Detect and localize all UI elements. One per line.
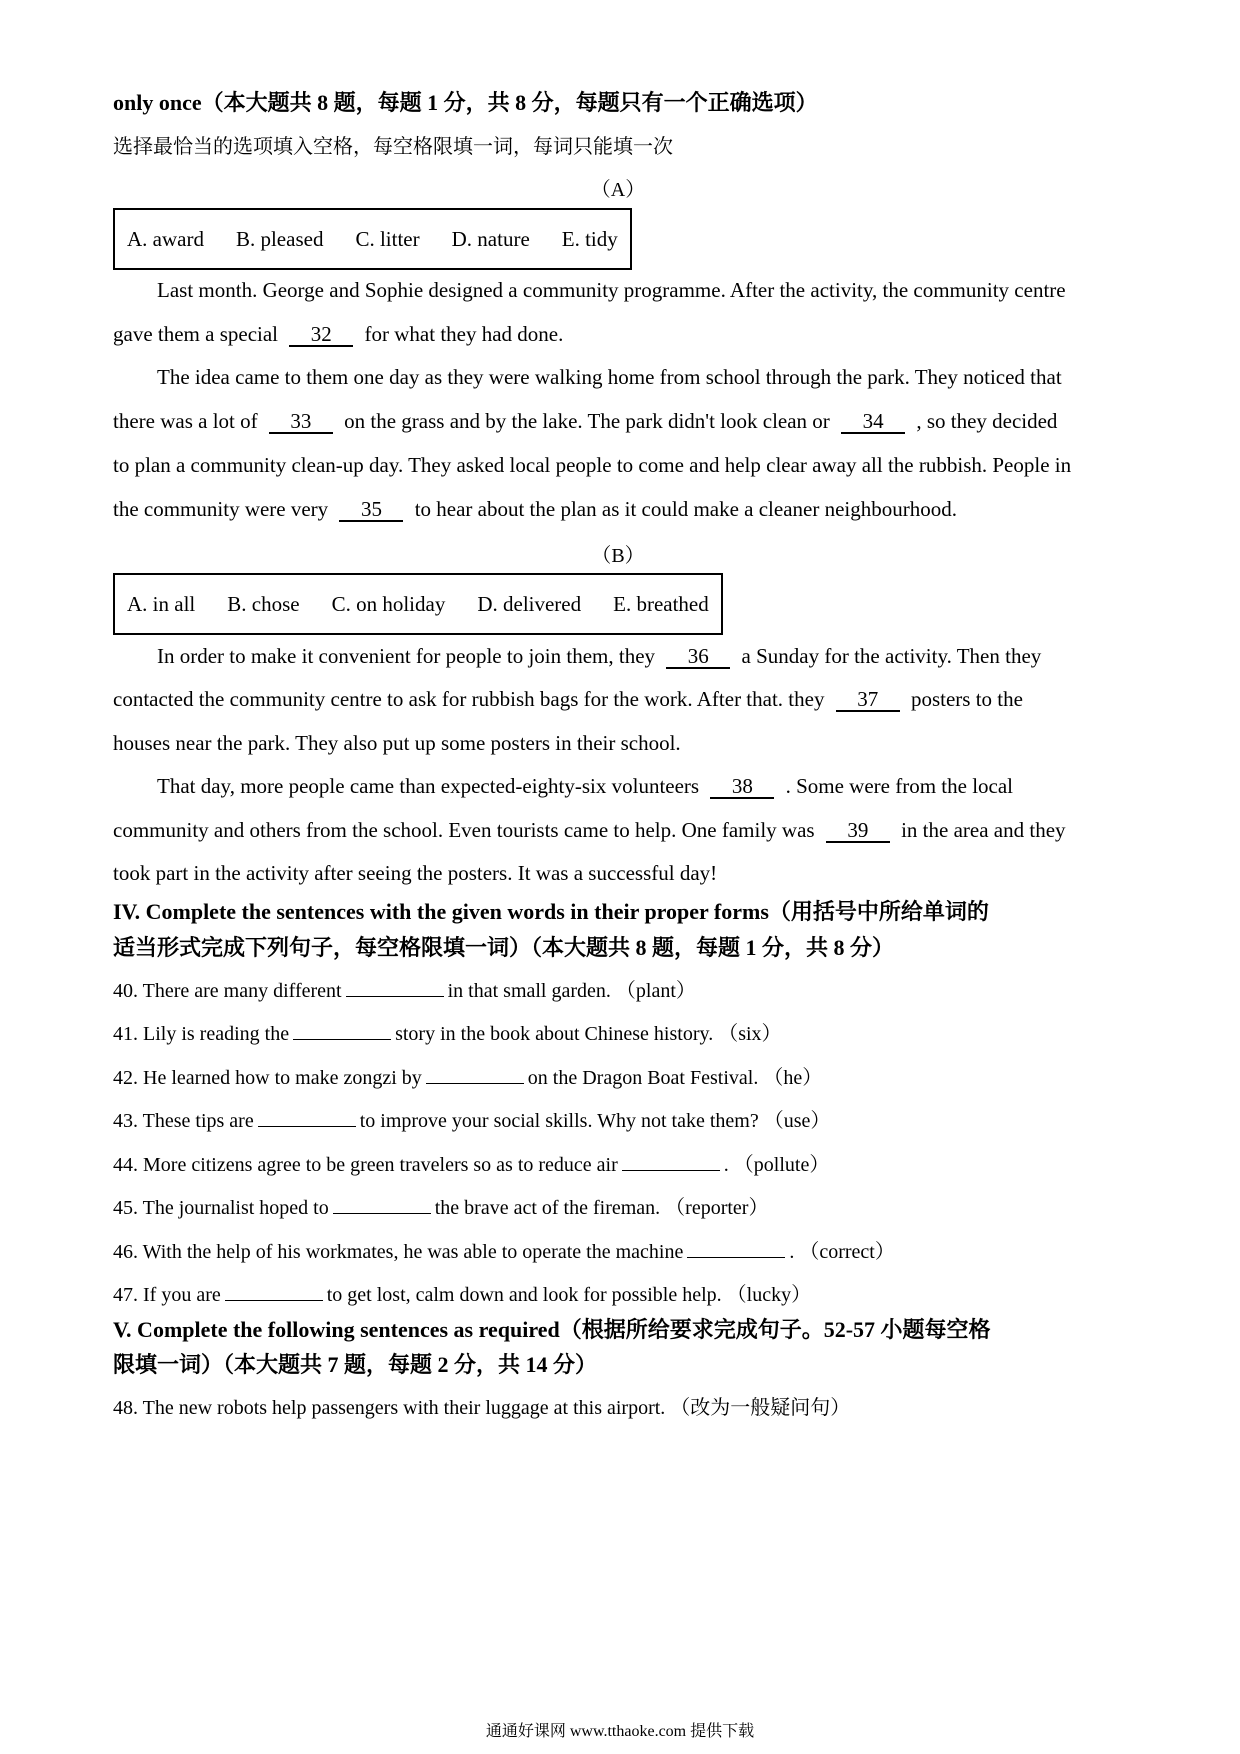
text-line: gave them a special 32 for what they had done.: [113, 322, 564, 346]
blank-33[interactable]: 33: [269, 410, 333, 434]
question-43: 43. These tips are to improve your social skills. Why not take them? （use）: [113, 1110, 831, 1132]
section-5-heading-line2: 限填一词）（本大题共 7 题，每题 2 分，共 14 分）: [113, 1352, 598, 1377]
option: A. in all: [127, 591, 196, 616]
blank-32[interactable]: 32: [289, 323, 353, 347]
text-line: there was a lot of 33 on the grass and by the lake. The park didn't look clean or 34 , so they decided: [113, 409, 1058, 433]
blank-38[interactable]: 38: [710, 775, 774, 799]
question-48: 48. The new robots help passengers with their luggage at this airport. （改为一般疑问句）: [113, 1397, 851, 1419]
question-44: 44. More citizens agree to be green travelers so as to reduce air . （pollute）: [113, 1154, 830, 1176]
blank-39[interactable]: 39: [826, 819, 890, 843]
text-line: houses near the park. They also put up some posters in their school.: [113, 731, 681, 755]
answer-blank-42[interactable]: [426, 1065, 524, 1084]
text-line: community and others from the school. Even tourists came to help. One family was 39 in the area and they: [113, 818, 1066, 842]
question-40: 40. There are many different in that small garden. （plant）: [113, 980, 696, 1002]
blank-37[interactable]: 37: [836, 688, 900, 712]
option: C. on holiday: [331, 591, 446, 616]
answer-blank-40[interactable]: [346, 978, 444, 997]
word-box-b: [113, 573, 723, 635]
option: E. breathed: [613, 591, 709, 616]
text-line: The idea came to them one day as they were walking home from school through the park. They noticed that: [157, 365, 1062, 389]
text-line: to plan a community clean-up day. They asked local people to come and help clear away all the rubbish. People in: [113, 453, 1072, 477]
question-47: 47. If you are to get lost, calm down and look for possible help. （lucky）: [113, 1284, 812, 1306]
section-4-heading-line1: IV. Complete the sentences with the given words in their proper forms（用括号中所给单词的: [113, 899, 989, 924]
blank-34[interactable]: 34: [841, 410, 905, 434]
text-line: took part in the activity after seeing the posters. It was a successful day!: [113, 861, 718, 885]
instruction-text: 选择最恰当的选项填入空格，每空格限填一词，每词只能填一次: [113, 136, 673, 158]
answer-blank-43[interactable]: [258, 1108, 356, 1127]
option: D. delivered: [477, 591, 582, 616]
text-line: In order to make it convenient for people to join them, they 36 a Sunday for the activity. Then they: [157, 644, 1042, 668]
question-42: 42. He learned how to make zongzi by on the Dragon Boat Festival. （he）: [113, 1067, 823, 1089]
question-46: 46. With the help of his workmates, he was able to operate the machine . （correct）: [113, 1241, 895, 1263]
blank-36[interactable]: 36: [666, 645, 730, 669]
part-b-label: （B）: [591, 545, 645, 567]
question-41: 41. Lily is reading the story in the book about Chinese history. （six）: [113, 1023, 782, 1045]
section-5-heading-line1: V. Complete the following sentences as required（根据所给要求完成句子。52-57 小题每空格: [113, 1317, 991, 1342]
option: E. tidy: [561, 226, 618, 251]
section-heading: [113, 84, 818, 122]
blank-35[interactable]: 35: [339, 498, 403, 522]
option: A. award: [127, 226, 204, 251]
heading-english: only once: [113, 90, 202, 115]
answer-blank-46[interactable]: [687, 1239, 785, 1258]
answer-blank-45[interactable]: [333, 1195, 431, 1214]
answer-blank-47[interactable]: [225, 1282, 323, 1301]
option: D. nature: [451, 226, 530, 251]
word-box-a: [113, 208, 632, 270]
option: B. pleased: [235, 226, 324, 251]
part-a-label: （A）: [590, 179, 646, 201]
option: B. chose: [227, 591, 300, 616]
footer-text: 通通好课网 www.tthaoke.com 提供下载: [485, 1723, 755, 1740]
answer-blank-44[interactable]: [622, 1152, 720, 1171]
section-4-heading-line2: 适当形式完成下列句子，每空格限填一词）（本大题共 8 题，每题 1 分，共 8 分）: [113, 935, 895, 960]
text-line: Last month. George and Sophie designed a community programme. After the activity, the community centre: [157, 278, 1066, 302]
option: C. litter: [355, 226, 420, 251]
question-45: 45. The journalist hoped to the brave act of the fireman. （reporter）: [113, 1197, 769, 1219]
text-line: contacted the community centre to ask for rubbish bags for the work. After that. they 37 posters to the: [113, 687, 1023, 711]
text-line: That day, more people came than expected-eighty-six volunteers 38 . Some were from the local: [157, 774, 1014, 798]
answer-blank-41[interactable]: [293, 1021, 391, 1040]
text-line: the community were very 35 to hear about the plan as it could make a cleaner neighbourhood.: [113, 497, 957, 521]
heading-chinese: （本大题共 8 题，每题 1 分，共 8 分，每题只有一个正确选项）: [201, 90, 818, 115]
